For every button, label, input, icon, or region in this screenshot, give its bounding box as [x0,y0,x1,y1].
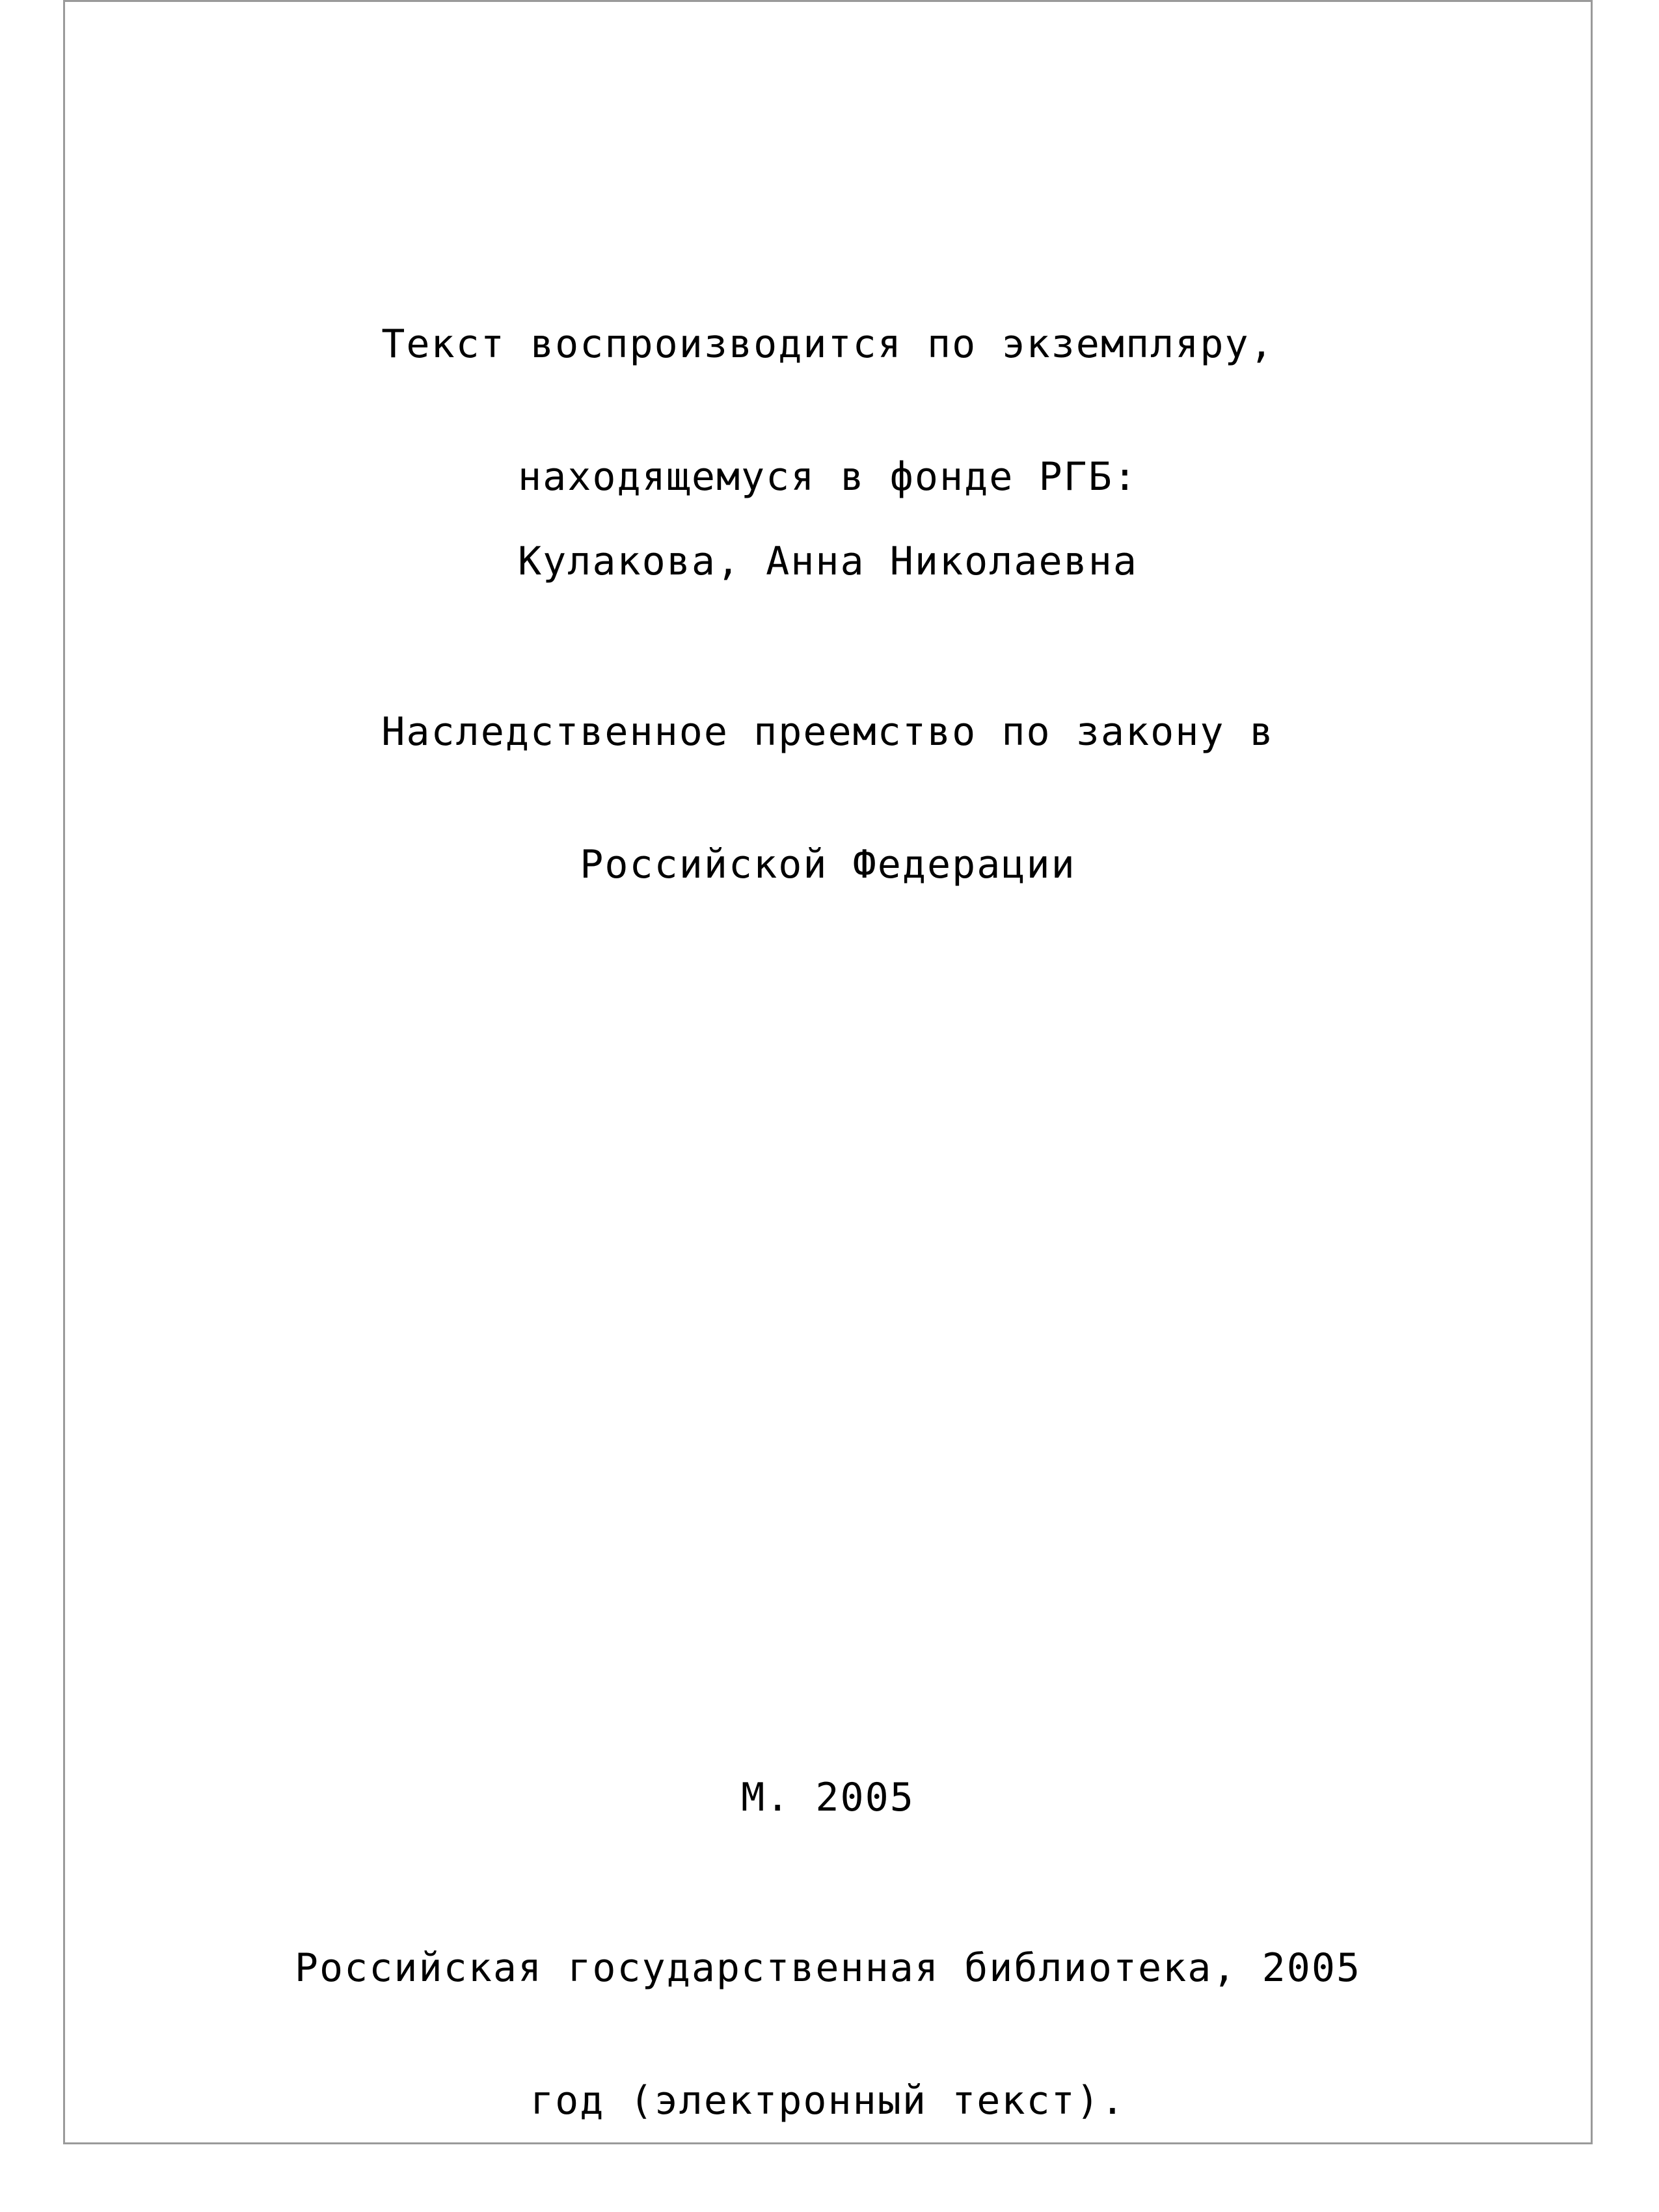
author-name-text: Кулакова, Анна Николаевна [517,539,1139,584]
place-and-year-text: М. 2005 [741,1775,915,1820]
document-title [65,621,1591,975]
document-title-line-1: Наследственное преемство по закону в [381,709,1275,755]
source-note-line-1: Текст воспроизводится по экземпляру, [381,321,1275,367]
library-footer [65,1857,1591,2211]
document-title-line-2: Российской Федерации [580,842,1076,887]
source-note-line-2: находящемуся в фонде РГБ: [517,454,1139,500]
document-page [63,0,1593,2144]
library-footer-line-1: Российская государственная библиотека, 2005 [294,1945,1362,1991]
library-footer-line-2: год (электронный текст). [530,2078,1126,2124]
